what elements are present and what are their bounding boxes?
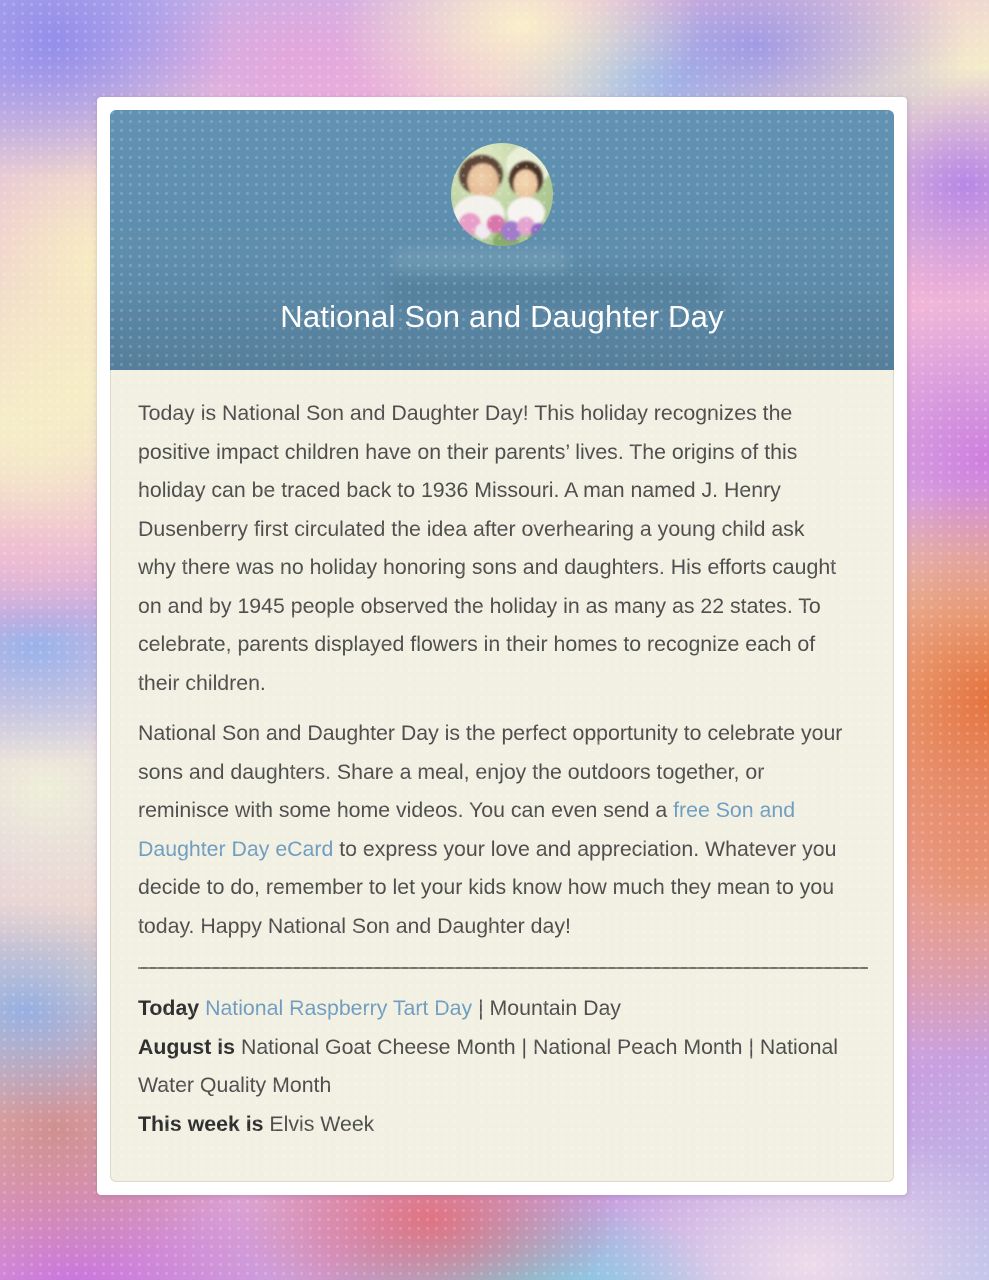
month-line	[138, 1028, 868, 1105]
paragraph2-text-before: National Son and Daughter Day is the perfect opportunity to celebrate your sons and daughters. Share a meal, enjoy the outdoors together, or reminisce with some home videos. You can even send a	[138, 721, 843, 822]
august-observances: National Goat Cheese Month | National Peach Month | National Water Quality Month	[138, 1034, 839, 1097]
week-label: This week is	[138, 1111, 270, 1136]
article-paragraph-1: Today is National Son and Daughter Day! This holiday recognizes the positive impact children have on their parents’ lives. The origins of this holiday can be traced back to 1936 Missouri. A man named J. Henry Dusenberry first circulated the idea after overhearing a young child ask why there was no holiday honoring sons and daughters. His efforts caught on and by 1945 people observed the holiday in as many as 22 states. To celebrate, parents displayed flowers in their homes to recognize each of their children.	[138, 401, 837, 695]
mother-daughter-photo	[451, 143, 553, 246]
email-card	[97, 97, 907, 1195]
ecard-link[interactable]: free Son and Daughter Day eCard	[138, 798, 796, 861]
divider	[138, 967, 868, 969]
card-body	[110, 370, 894, 1182]
observances-footer	[138, 989, 869, 1143]
today-line	[138, 989, 868, 1028]
today-rest: | Mountain Day	[472, 996, 621, 1020]
card-header	[110, 110, 894, 370]
photo-detail	[513, 169, 538, 199]
photo-illustration	[451, 143, 553, 246]
week-line	[138, 1105, 868, 1144]
page-title: National Son and Daughter Day	[280, 299, 724, 334]
august-label: August is	[138, 1034, 241, 1059]
today-label: Today	[138, 996, 206, 1020]
article-paragraph-2	[138, 714, 845, 945]
flower-dot	[531, 223, 547, 239]
raspberry-tart-day-link[interactable]: National Raspberry Tart Day	[205, 996, 473, 1020]
paragraph2-text-after: to express your love and appreciation. Whatever you decide to do, remember to let your kids know how much they mean to you today. Happy National Son and Daughter day!	[138, 836, 837, 938]
week-observance: Elvis Week	[269, 1111, 375, 1136]
photo-detail	[467, 163, 499, 199]
